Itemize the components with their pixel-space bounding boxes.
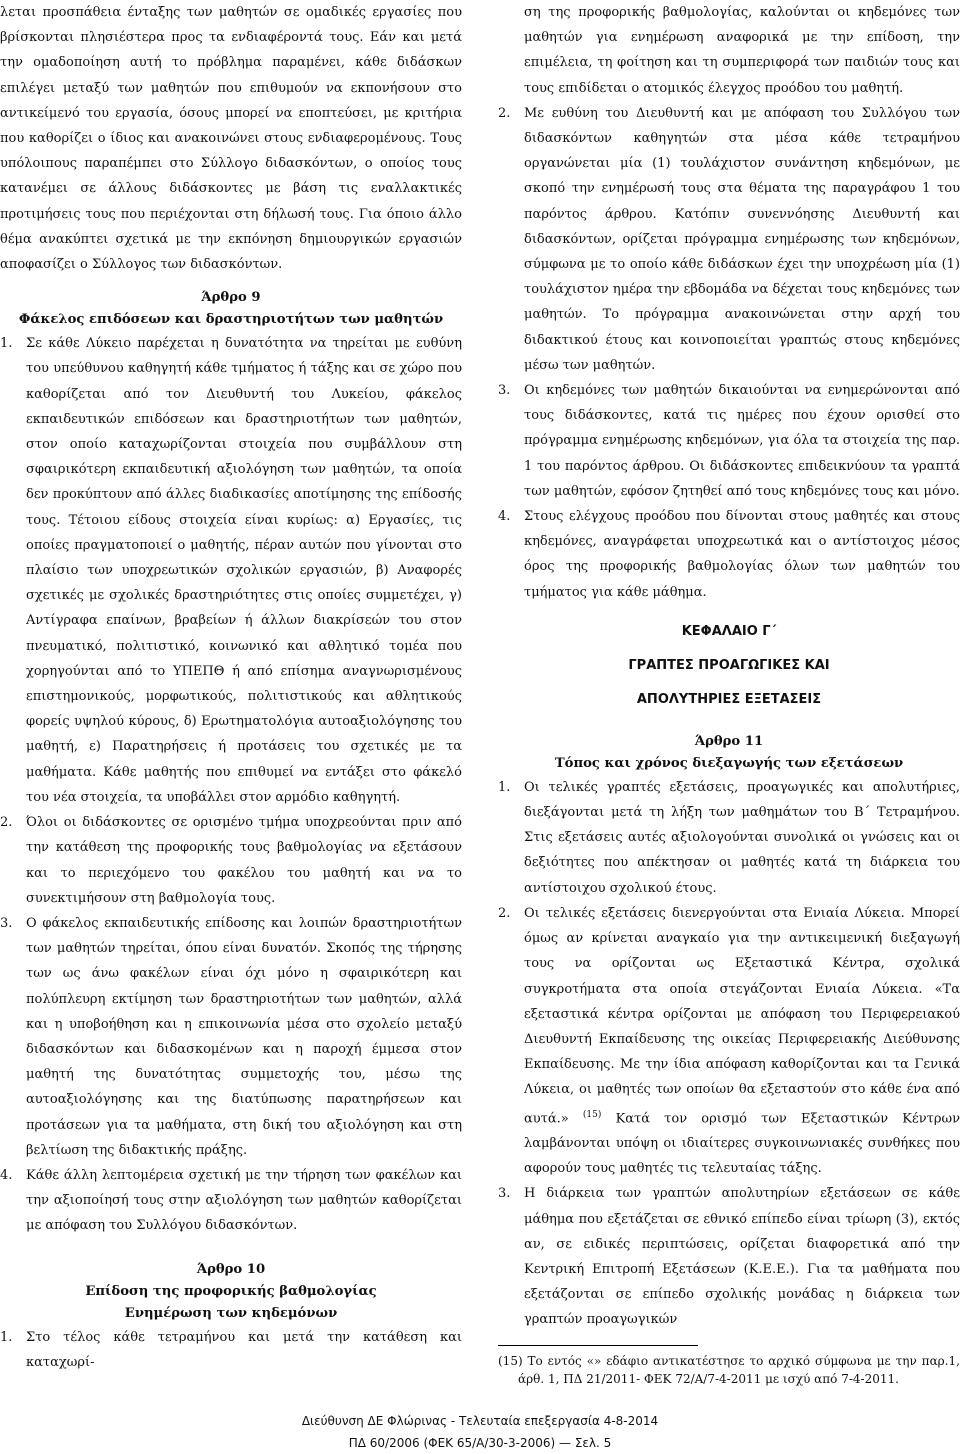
- item-text: Η διάρκεια των γραπτών απολυτηρίων εξετάσεων σε κάθε μάθημα που εξετάζεται σε εθνικό επίπεδο είναι τρίωρη (3), εκτός αν, σε ειδικές περιπτώσεις, ορίζεται διαφορετικά από την Κεντρική Επιτροπή Εξετάσεων (Κ.Ε.Ε.). Για τα μαθήματα που εξετάζονται σε επίπεδο σχολικής μονάδας η διάρκεια των γραπτών προαγωγικών: [524, 1186, 960, 1328]
- intro-paragraph: λεται προσπάθεια ένταξης των μαθητών σε ομαδικές εργασίες που βρίσκονται πλησιέστερα προς τα ενδιαφέροντά τους. Εάν και μετά την ομαδοποίηση αυτή το πρόβλημα παραμένει, κάθε διδάσκων επιλέγει μεταξύ των μαθητών που επιθυμούν να εκπονήσουν στο αντικείμενό του εργασία, όσους μπορεί να εποπτεύσει, με κριτήρια που καθορίζει ο ίδιος και ανακοινώνει στους ενδιαφερομένους. Τους υπόλοιπους παραπέμπει στο Σύλλογο διδασκόντων, ο οποίος τους κατανέμει σε άλλους διδάσκοντες με βάση τις εναλλακτικές προτιμήσεις τους που περιέχονται στη δήλωσή τους. Για όποιο άλλο θέμα ανακύπτει σχετικά με την εκπόνηση δημιουργικών εργασιών αποφασίζει ο Σύλλογος των διδασκόντων.: [0, 5, 462, 273]
- article-9-item: [0, 810, 462, 911]
- item-text: Ο φάκελος εκπαιδευτικής επίδοσης και λοιπών δραστηριοτήτων των μαθητών τηρείται, όπου είναι δυνατόν. Σκοπός της τήρησης των ως άνω φακέλων είναι όχι μόνο η σφαιρικότερη και πολύπλευρη εκτίμηση των δραστηριοτήτων των μαθητών, αλλά και η υποβοήθηση και η επικοινωνία μέσα στο σχολείο μεταξύ διδασκόντων και διδασκομένων και η παροχή έμμεσα στον μαθητή της δυνατότητας συμμετοχής του, μέσω της αυτοαξιολόγησης και της διατύπωσης παρατηρήσεων και προτάσεων για τα μαθήματα, στη δική του αξιολόγηση και στη βελτίωση της διδακτικής πράξης.: [26, 915, 462, 1158]
- article-10-title: Επίδοση της προφορικής βαθμολογίας: [85, 1283, 377, 1299]
- item-text: Με ευθύνη του Διευθυντή και με απόφαση του Συλλόγου των διδασκόντων καθηγητών στα μέσα κάθε τετραμήνου οργανώνεται μία (1) τουλάχιστον συνάντηση κηδεμόνων, με σκοπό την ενημέρωσή τους στα θέματα της παραγράφου 1 του παρόντος άρθρου. Κατόπιν συνεννόησης Διευθυντή και διδασκόντων, ορίζεται πρόγραμμα ενημέρωσης των κηδεμόνων, σύμφωνα με το οποίο κάθε διδάσκων έχει την υποχρέωση μία (1) τουλάχιστον ημέρα την εβδομάδα να δέχεται τους κηδεμόνες των μαθητών. Το πρόγραμμα ανακοινώνεται στην αρχή του διδακτικού έτους και κοινοποιείται γραπτώς στους κηδεμόνες μέσω των μαθητών.: [524, 105, 960, 373]
- article-9-item: [0, 911, 462, 1163]
- chapter-title-line-1: ΓΡΑΠΤΕΣ ΠΡΟΑΓΩΓΙΚΕΣ ΚΑΙ: [628, 657, 830, 673]
- footnote-15: (15) Το εντός «» εδάφιο αντικατέστησε το αρχικό σύμφωνα με την παρ.1, άρθ. 1, ΠΔ 21/2011- ΦΕΚ 72/Α/7-4-2011 με ισχύ από 7-4-2011.: [498, 1353, 960, 1386]
- item-text-tail: Κατά τον ορισμό των Εξεταστικών Κέντρων λαμβάνονται υπόψη οι ιδιαίτερες συγκοινωνιακές συνθήκες που αφορούν τους μαθητές τις τελευταίας τάξης.: [524, 1110, 960, 1177]
- item-number: 3.: [0, 915, 13, 931]
- item-text: Σε κάθε Λύκειο παρέχεται η δυνατότητα να τηρείται με ευθύνη του υπεύθυνου καθηγητή κάθε τμήματος ή τάξης και σε χώρο που καθορίζεται από τον Διευθυντή του Λυκείου, φάκελος εκπαιδευτικών επιδόσεων και δραστηριοτήτων των μαθητών, στον οποίο καταχωρίζονται στοιχεία που συμβάλλουν στη σφαιρικότερη εκπαιδευτική αξιολόγηση των μαθητών, τα οποία δεν προκύπτουν από άλλες διαδικασίες αποτίμησης της επίδοσής τους. Τέτοιου είδους στοιχεία είναι κυρίως: α) Εργασίες, τις οποίες πραγματοποιεί ο μαθητής, πέραν αυτών που γίνονται στο πλαίσιο των υποχρεωτικών σχολικών εργασιών, β) Αναφορές σχετικές με σχολικές δραστηριότητες στις οποίες συμμετέχει, γ) Αντίγραφα επαίνων, βραβείων ή άλλων διακρίσεών του στον πνευματικό, πολιτιστικό, κοινωνικό και αθλητικό τομέα που χορηγούνται από το ΥΠΕΠΘ ή από επίσημα αναγνωρισμένους επιστημονικούς, μορφωτικούς, πολιτιστικούς και αθλητικούς φορείς υψηλού κύρους, δ) Ερωτηματολόγια αυτοαξιολόγησης του μαθητή, ε) Παρατηρήσεις ή προτάσεις του σχετικές με τα μαθήματα. Κάθε μαθητής που επιθυμεί να εντάξει στο φάκελό του νέα στοιχεία, τα υποβάλλει στον αρμόδιο καθηγητή.: [26, 336, 462, 805]
- item-number: 3.: [498, 383, 511, 399]
- item-number: 2.: [498, 905, 511, 921]
- continuation-paragraph: ση της προφορικής βαθμολογίας, καλούνται οι κηδεμόνες των μαθητών για ενημέρωση αναφορικά με την επίδοση, την επιμέλεια, τη φοίτηση και τη συμπεριφορά των παιδιών τους και τους επιδίδεται ο ατομικός έλεγχος προόδου του μαθητή.: [524, 5, 960, 96]
- article-9-item: [0, 1163, 462, 1239]
- footer-line-1: Διεύθυνση ΔΕ Φλώρινας - Τελευταία επεξεργασία 4-8-2014: [301, 1414, 659, 1428]
- item-number: 1.: [498, 779, 511, 795]
- article-11-item: [498, 1181, 960, 1332]
- item-text-main: Οι τελικές εξετάσεις διενεργούνται στα Ενιαία Λύκεια. Μπορεί όμως αν κρίνεται αναγκαίο για την αντικειμενική διεξαγωγή τους να ορίζονται ως Εξεταστικά Κέντρα, σχολικά συγκροτήματα στα οποία στεγάζονται Ενιαία Λύκεια. «Τα εξεταστικά κέντρα ορίζονται με απόφαση του Περιφερειακού Διευθυντή Εκπαίδευσης της οικείας Περιφερειακής Διεύθυνσης Εκπαίδευσης. Με την ίδια απόφαση καθορίζονται και τα Γενικά Λύκεια, οι μαθητές των οποίων θα εξεταστούν στο κάθε ένα από αυτά.»: [524, 905, 960, 1126]
- item-number: 4.: [498, 509, 511, 525]
- item-text: Στο τέλος κάθε τετραμήνου και μετά την κατάθεση και καταχωρί-: [26, 1329, 462, 1370]
- footnote-divider: [498, 1345, 698, 1346]
- article-9-item: [0, 331, 462, 810]
- item-number: 4.: [0, 1167, 13, 1183]
- item-text: Οι κηδεμόνες των μαθητών δικαιούνται να ενημερώνονται από τους διδάσκοντες, κατά τις ημέρες που έχουν ορισθεί στο πρόγραμμα ενημέρωσης κηδεμόνων, για όλα τα στοιχεία της παρ. 1 του παρόντος άρθρου. Οι διδάσκοντες επιδεικνύουν τα γραπτά των μαθητών, εφόσον ζητηθεί από τους κηδεμόνες τους και μόνο.: [524, 383, 960, 499]
- article-9-number: Άρθρο 9: [201, 290, 261, 306]
- item-number: 1.: [0, 1329, 13, 1345]
- item-text: Κάθε άλλη λεπτομέρεια σχετική με την τήρηση των φακέλων και την αξιοποίησή τους στην αξιολόγηση των μαθητών καθορίζεται με απόφαση του Συλλόγου διδασκόντων.: [26, 1167, 462, 1234]
- left-column: [0, 0, 462, 1375]
- item-number: 1.: [0, 336, 13, 352]
- article-10-subtitle: Ενημέρωση των κηδεμόνων: [124, 1305, 338, 1321]
- article-10-item: [0, 1325, 462, 1375]
- chapter-label: ΚΕΦΑΛΑΙΟ Γ΄: [681, 623, 777, 639]
- right-column: [498, 0, 960, 1388]
- article-10-item: [498, 101, 960, 378]
- article-11-item: [498, 901, 960, 1182]
- item-number: 3.: [498, 1186, 511, 1202]
- article-11-number: Άρθρο 11: [694, 733, 764, 749]
- item-number: 2.: [498, 105, 511, 121]
- article-10-item: [498, 378, 960, 504]
- article-10-number: Άρθρο 10: [196, 1261, 266, 1277]
- article-10-item: [498, 504, 960, 605]
- article-9-title: Φάκελος επιδόσεων και δραστηριοτήτων των μαθητών: [18, 312, 444, 328]
- footer-line-2: ΠΔ 60/2006 (ΦΕΚ 65/Α/30-3-2006) — Σελ. 5: [348, 1436, 612, 1450]
- item-text: Στους ελέγχους προόδου που δίνονται στους μαθητές και στους κηδεμόνες, αναγράφεται υποχρεωτικά και ο αντίστοιχος μέσος όρος της προφορικής βαθμολογίας όλων των μαθητών του τμήματος για κάθε μάθημα.: [524, 509, 960, 600]
- item-text: [524, 901, 960, 1182]
- item-text: Οι τελικές γραπτές εξετάσεις, προαγωγικές και απολυτήριες, διεξάγονται μετά τη λήξη των μαθημάτων του Β΄ Τετραμήνου. Στις εξετάσεις αυτές αξιολογούνται συνολικά οι γνώσεις και οι δεξιότητες που απέκτησαν οι μαθητές κατά τη διάρκεια του αντίστοιχου σχολικού έτους.: [524, 779, 960, 896]
- item-number: 2.: [0, 815, 13, 831]
- article-11-item: [498, 775, 960, 901]
- article-11-title: Τόπος και χρόνος διεξαγωγής των εξετάσεων: [554, 755, 904, 771]
- footnote-reference[interactable]: (15): [582, 1109, 602, 1120]
- item-text: Όλοι οι διδάσκοντες σε ορισμένο τμήμα υποχρεούνται πριν από την κατάθεση της προφορικής τους βαθμολογίας να εξετάσουν και το περιεχόμενο του φακέλου του μαθητή και να το συνεκτιμήσουν στη βαθμολογία τους.: [26, 815, 462, 906]
- chapter-title-line-2: ΑΠΟΛΥΤΗΡΙΕΣ ΕΞΕΤΑΣΕΙΣ: [636, 691, 822, 707]
